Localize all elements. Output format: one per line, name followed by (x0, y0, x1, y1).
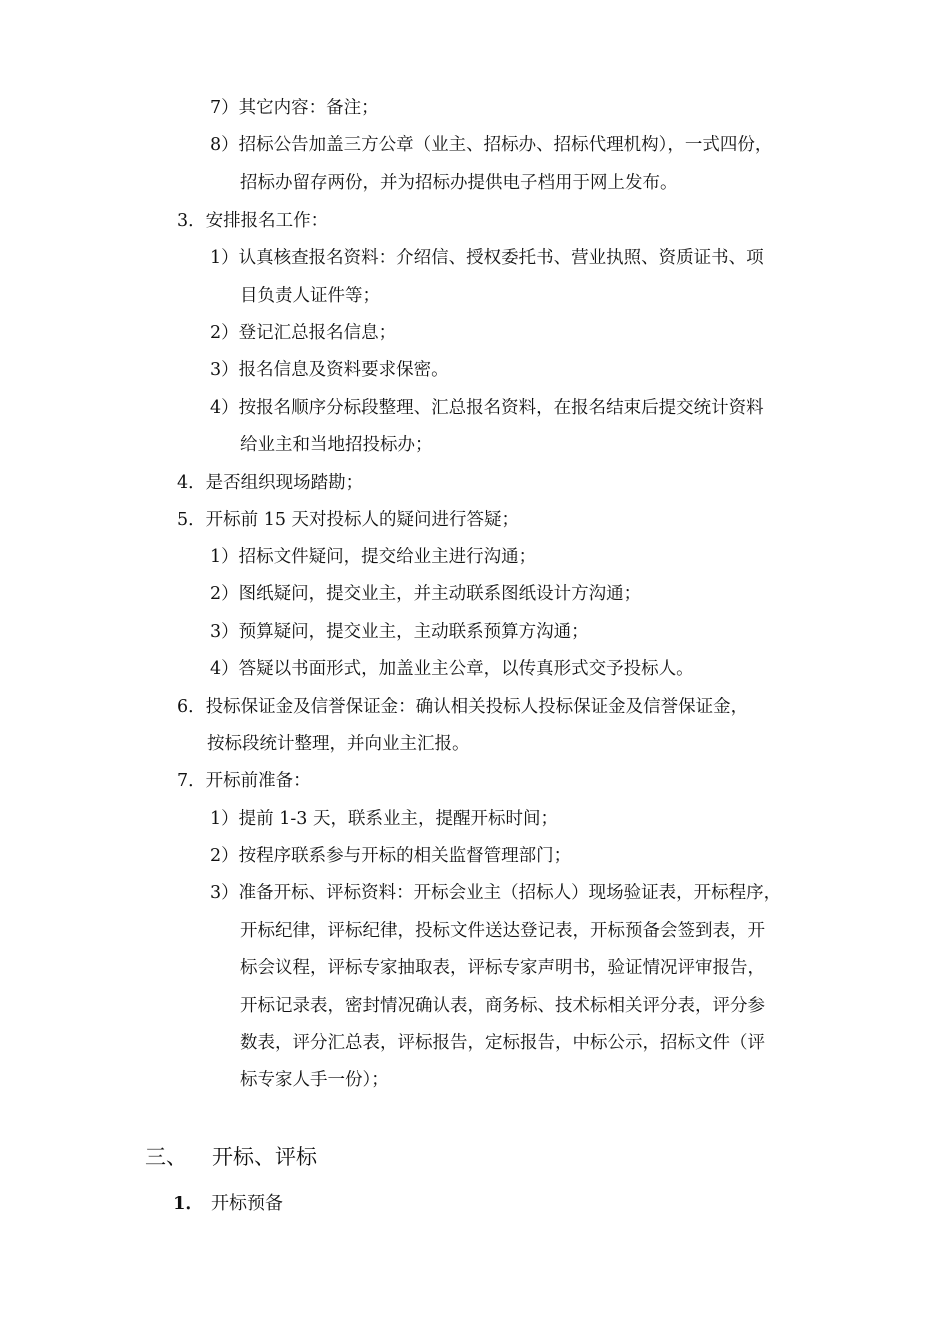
list-item-1-check-cont: 目负责人证件等； (240, 286, 380, 306)
list-item-1-contact: 1）提前 1-3 天，联系业主，提醒开标时间； (210, 809, 558, 829)
list-item-3-budget-question: 3）预算疑问，提交业主，主动联系预算方沟通； (210, 622, 589, 642)
list-item-2-register: 2）登记汇总报名信息； (210, 323, 397, 343)
list-item-2-drawing-question: 2）图纸疑问，提交业主，并主动联系图纸设计方沟通； (210, 584, 642, 604)
list-item-3-materials-cont-3: 开标记录表，密封情况确认表，商务标、技术标相关评分表，评分参 (240, 996, 765, 1016)
list-item-3-secrecy: 3）报名信息及资料要求保密。 (210, 360, 449, 380)
list-item-3-materials-cont-5: 标专家人手一份）； (240, 1070, 389, 1090)
list-item-1-doc-question: 1）招标文件疑问，提交给业主进行沟通； (210, 547, 537, 567)
list-item-4-sort: 4）按报名顺序分标段整理、汇总报名资料，在报名结束后提交统计资料 (210, 398, 764, 418)
list-item-3-materials: 3）准备开标、评标资料：开标会业主（招标人）现场验证表，开标程序， (210, 883, 782, 903)
item-6-deposit-cont: 按标段统计整理，并向业主汇报。 (207, 734, 470, 754)
item-7-preparation: 7．开标前准备： (177, 771, 311, 791)
item-6-deposit: 6．投标保证金及信誉保证金：确认相关投标人投标保证金及信誉保证金， (177, 697, 749, 717)
list-item-8-seal-cont: 招标办留存两份，并为招标办提供电子档用于网上发布。 (240, 173, 678, 193)
subsection-number-digit: 1 (173, 1193, 186, 1214)
subsection-number (173, 1192, 204, 1216)
list-item-7-other: 7）其它内容：备注； (210, 98, 379, 118)
section-heading-number: 三、 (145, 1145, 187, 1169)
list-item-2-supervision: 2）按程序联系参与开标的相关监督管理部门； (210, 846, 572, 866)
subsection-title: 开标预备 (211, 1193, 283, 1214)
item-4-site-visit: 4．是否组织现场踏勘； (177, 473, 364, 493)
list-item-1-check: 1）认真核查报名资料：介绍信、授权委托书、营业执照、资质证书、项 (210, 248, 764, 268)
subsection-number-punct: ． (185, 1193, 204, 1214)
list-item-3-materials-cont-4: 数表，评分汇总表，评标报告，定标报告，中标公示，招标文件（评 (240, 1033, 765, 1053)
list-item-4-sort-cont: 给业主和当地招投标办； (240, 435, 433, 455)
list-item-8-seal: 8）招标公告加盖三方公章（业主、招标办、招标代理机构），一式四份， (210, 135, 773, 155)
list-item-3-materials-cont-2: 标会议程，评标专家抽取表，评标专家声明书，验证情况评审报告， (240, 958, 765, 978)
list-item-3-materials-cont-1: 开标纪律，评标纪律，投标文件送达登记表，开标预备会签到表，开 (240, 921, 765, 941)
item-3-registration: 3．安排报名工作： (177, 211, 329, 231)
section-heading-title: 开标、评标 (212, 1145, 317, 1169)
list-item-4-written-answer: 4）答疑以书面形式，加盖业主公章，以传真形式交予投标人。 (210, 659, 694, 679)
item-5-qa: 5．开标前 15 天对投标人的疑问进行答疑； (177, 510, 520, 530)
